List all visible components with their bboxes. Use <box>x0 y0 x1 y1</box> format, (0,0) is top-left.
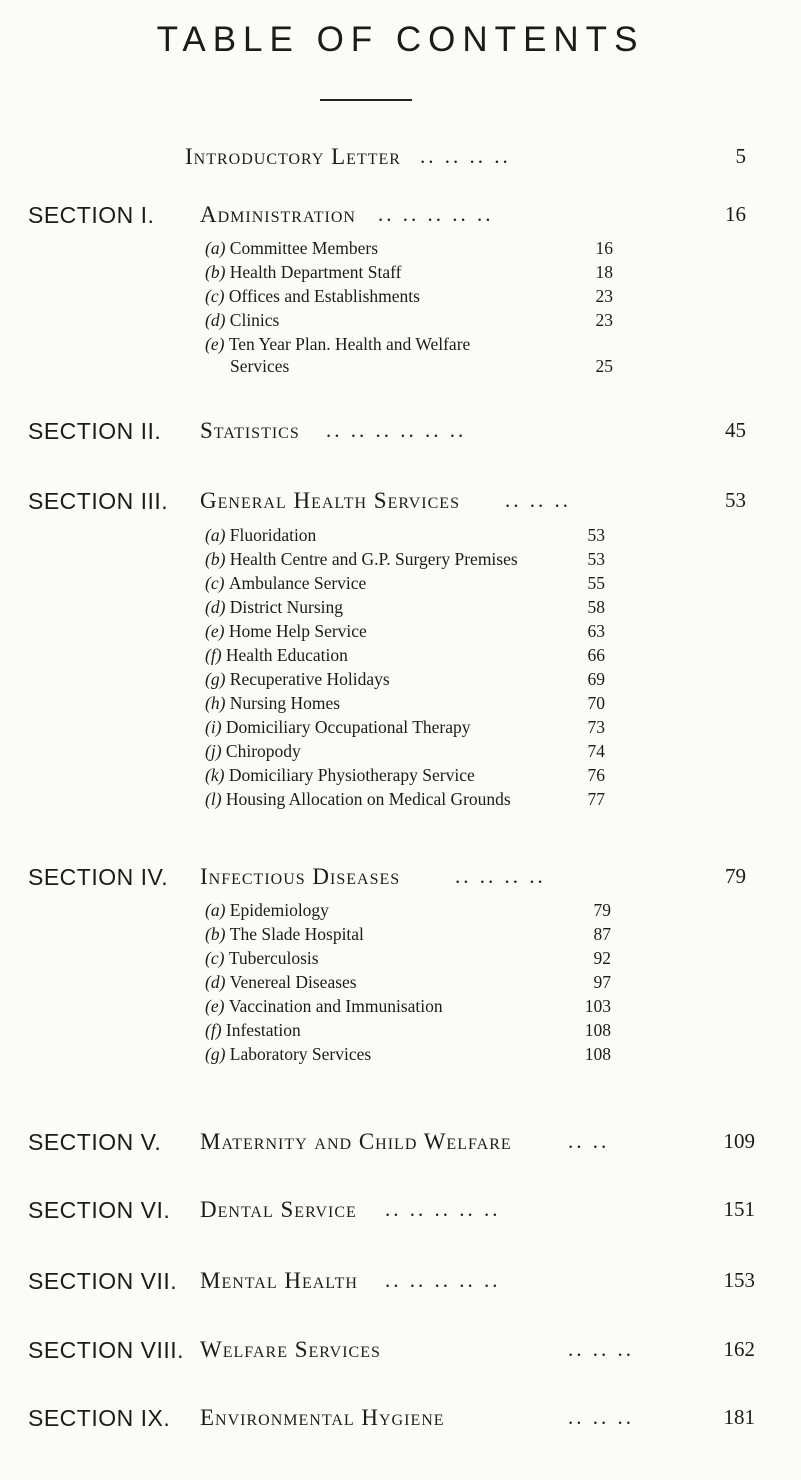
toc-page-number: 45 <box>725 418 746 442</box>
toc-section-3[interactable] <box>0 488 801 518</box>
subentry-text: Clinics <box>229 310 280 330</box>
toc-leader: .. .. .. .. .. .. <box>326 418 467 442</box>
toc-page-number: 16 <box>725 202 746 226</box>
subentry-page: 53 <box>587 549 605 569</box>
toc-subentry[interactable] <box>205 573 645 597</box>
toc-heading: Statistics <box>200 418 300 443</box>
subentry-text: Epidemiology <box>229 900 329 920</box>
title-divider <box>320 99 412 101</box>
toc-entry-introductory[interactable] <box>0 144 801 174</box>
subentry-letter: (c) <box>205 948 229 968</box>
subentry-text: Venereal Diseases <box>229 972 357 992</box>
subentry-page: 55 <box>587 573 605 593</box>
subentry-text: Home Help Service <box>228 621 367 641</box>
section-label: SECTION I. <box>28 202 155 228</box>
subentry-page: 103 <box>584 996 611 1016</box>
toc-subentry[interactable] <box>205 597 645 621</box>
subentry-text: Health Centre and G.P. Surgery Premises <box>229 549 518 569</box>
subentry-text: Health Education <box>225 645 348 665</box>
subentry-page: 76 <box>587 765 605 785</box>
toc-subentry[interactable] <box>205 789 645 813</box>
subentry-letter: (d) <box>205 597 230 617</box>
toc-page-number: 151 <box>723 1197 755 1221</box>
subentry-letter: (a) <box>205 238 230 258</box>
subentry-text: The Slade Hospital <box>229 924 364 944</box>
subentry-text: Laboratory Services <box>229 1044 372 1064</box>
subentry-page: 87 <box>593 924 611 944</box>
toc-section-7[interactable] <box>0 1268 801 1298</box>
subentry-text: Housing Allocation on Medical Grounds <box>225 789 511 809</box>
toc-section-5[interactable] <box>0 1129 801 1159</box>
subentry-text: Nursing Homes <box>229 693 341 713</box>
toc-subentry[interactable] <box>205 310 645 334</box>
subentry-text: Chiropody <box>225 741 301 761</box>
subentry-letter: (d) <box>205 310 230 330</box>
subentry-text: Services <box>230 356 290 376</box>
subentry-page: 70 <box>587 693 605 713</box>
subentry-letter: (k) <box>205 765 229 785</box>
subentry-text: Infestation <box>225 1020 301 1040</box>
toc-subentry[interactable] <box>205 286 645 310</box>
toc-subentry[interactable] <box>205 900 645 924</box>
subentry-letter: (a) <box>205 525 230 545</box>
toc-leader: .. .. .. <box>568 1337 634 1361</box>
subentry-text: Recuperative Holidays <box>229 669 390 689</box>
toc-section-6[interactable] <box>0 1197 801 1227</box>
subentry-letter: (b) <box>205 262 230 282</box>
subentry-letter: (e) <box>205 621 229 641</box>
toc-subentry[interactable] <box>205 238 645 262</box>
toc-page-number: 79 <box>725 864 746 888</box>
subentry-page: 73 <box>587 717 605 737</box>
section-label: SECTION VII. <box>28 1268 178 1294</box>
subentry-text: Committee Members <box>229 238 379 258</box>
subentry-text: Ten Year Plan. Health and Welfare <box>228 334 471 354</box>
toc-heading: Infectious Diseases <box>200 864 401 889</box>
toc-section-2[interactable] <box>0 418 801 448</box>
toc-subentry[interactable] <box>205 717 645 741</box>
subentry-page: 66 <box>587 645 605 665</box>
toc-subentry[interactable] <box>205 334 645 358</box>
section-label: SECTION IV. <box>28 864 169 890</box>
section-label: SECTION II. <box>28 418 162 444</box>
toc-leader: .. .. .. .. <box>455 864 546 888</box>
toc-subentry[interactable] <box>205 621 645 645</box>
section-label: SECTION III. <box>28 488 169 514</box>
subentry-letter: (b) <box>205 549 230 569</box>
subentry-page: 108 <box>584 1044 611 1064</box>
subentry-page: 23 <box>595 286 613 306</box>
toc-heading: Introductory Letter <box>185 144 401 169</box>
toc-leader: .. .. .. <box>505 488 571 512</box>
subentry-letter: (e) <box>205 334 229 354</box>
subentry-letter: (g) <box>205 1044 230 1064</box>
toc-subentry[interactable] <box>205 924 645 948</box>
toc-section-4[interactable] <box>0 864 801 894</box>
subentry-letter: (i) <box>205 717 226 737</box>
subentry-letter: (f) <box>205 1020 226 1040</box>
subentry-text: Offices and Establishments <box>228 286 420 306</box>
subentry-letter: (j) <box>205 741 226 761</box>
toc-leader: .. .. .. .. <box>420 144 511 168</box>
toc-page-number: 53 <box>725 488 746 512</box>
subentry-letter: (l) <box>205 789 226 809</box>
subentry-letter: (h) <box>205 693 230 713</box>
subentry-page: 23 <box>595 310 613 330</box>
subentry-text: Vaccination and Immunisation <box>228 996 443 1016</box>
subentry-letter: (g) <box>205 669 230 689</box>
toc-subentry[interactable] <box>205 669 645 693</box>
toc-page-number: 109 <box>723 1129 755 1153</box>
toc-leader: .. .. .. <box>568 1405 634 1429</box>
subentry-page: 97 <box>593 972 611 992</box>
subentry-letter: (c) <box>205 286 229 306</box>
toc-heading: Environmental Hygiene <box>200 1405 445 1430</box>
toc-subentry[interactable] <box>205 996 645 1020</box>
toc-page-number: 181 <box>723 1405 755 1429</box>
section-label: SECTION VIII. <box>28 1337 185 1363</box>
toc-subentry[interactable] <box>205 549 645 573</box>
toc-subentry[interactable] <box>205 1044 645 1068</box>
subentry-letter: (d) <box>205 972 230 992</box>
subentry-letter: (f) <box>205 645 226 665</box>
toc-subentry[interactable] <box>205 765 645 789</box>
subentry-page: 63 <box>587 621 605 641</box>
toc-page-number: 153 <box>723 1268 755 1292</box>
toc-subentry[interactable] <box>205 948 645 972</box>
subentry-letter: (a) <box>205 900 230 920</box>
subentry-page: 69 <box>587 669 605 689</box>
toc-subentry[interactable] <box>205 645 645 669</box>
toc-heading: Administration <box>200 202 356 227</box>
subentry-page: 92 <box>593 948 611 968</box>
toc-subentry[interactable] <box>205 525 645 549</box>
subentry-page: 79 <box>593 900 611 920</box>
section-label: SECTION V. <box>28 1129 162 1155</box>
subentry-letter: (c) <box>205 573 229 593</box>
page-title: TABLE OF CONTENTS <box>156 20 645 59</box>
subentry-text: Ambulance Service <box>228 573 367 593</box>
subentry-text: Domiciliary Occupational Therapy <box>225 717 471 737</box>
section-label: SECTION IX. <box>28 1405 171 1431</box>
toc-subentry-continuation[interactable] <box>230 356 670 380</box>
section-label: SECTION VI. <box>28 1197 171 1223</box>
toc-subentry[interactable] <box>205 972 645 996</box>
subentry-letter: (b) <box>205 924 230 944</box>
toc-heading: Mental Health <box>200 1268 358 1293</box>
subentry-page: 108 <box>584 1020 611 1040</box>
subentry-text: Domiciliary Physiotherapy Service <box>228 765 475 785</box>
toc-heading: Dental Service <box>200 1197 357 1222</box>
toc-page-number: 5 <box>735 144 746 168</box>
toc-subentry[interactable] <box>205 741 645 765</box>
subentry-page: 25 <box>595 356 613 376</box>
subentry-page: 53 <box>587 525 605 545</box>
toc-heading: Maternity and Child Welfare <box>200 1129 512 1154</box>
toc-page-number: 162 <box>723 1337 755 1361</box>
subentry-page: 77 <box>587 789 605 809</box>
toc-section-9[interactable] <box>0 1405 801 1435</box>
toc-section-1[interactable] <box>0 202 801 232</box>
subentry-page: 16 <box>595 238 613 258</box>
toc-subentry[interactable] <box>205 693 645 717</box>
subentry-text: District Nursing <box>229 597 344 617</box>
subentry-text: Fluoridation <box>229 525 317 545</box>
toc-leader: .. .. <box>568 1129 610 1153</box>
subentry-text: Health Department Staff <box>229 262 402 282</box>
subentry-letter: (e) <box>205 996 229 1016</box>
subentry-page: 58 <box>587 597 605 617</box>
toc-section-8[interactable] <box>0 1337 801 1367</box>
toc-subentry[interactable] <box>205 262 645 286</box>
toc-leader: .. .. .. .. .. <box>385 1197 501 1221</box>
toc-leader: .. .. .. .. .. <box>385 1268 501 1292</box>
subentry-page: 18 <box>595 262 613 282</box>
toc-leader: .. .. .. .. .. <box>378 202 494 226</box>
toc-heading: General Health Services <box>200 488 460 513</box>
subentry-text: Tuberculosis <box>228 948 319 968</box>
toc-subentry[interactable] <box>205 1020 645 1044</box>
toc-heading: Welfare Services <box>200 1337 381 1362</box>
subentry-page: 74 <box>587 741 605 761</box>
